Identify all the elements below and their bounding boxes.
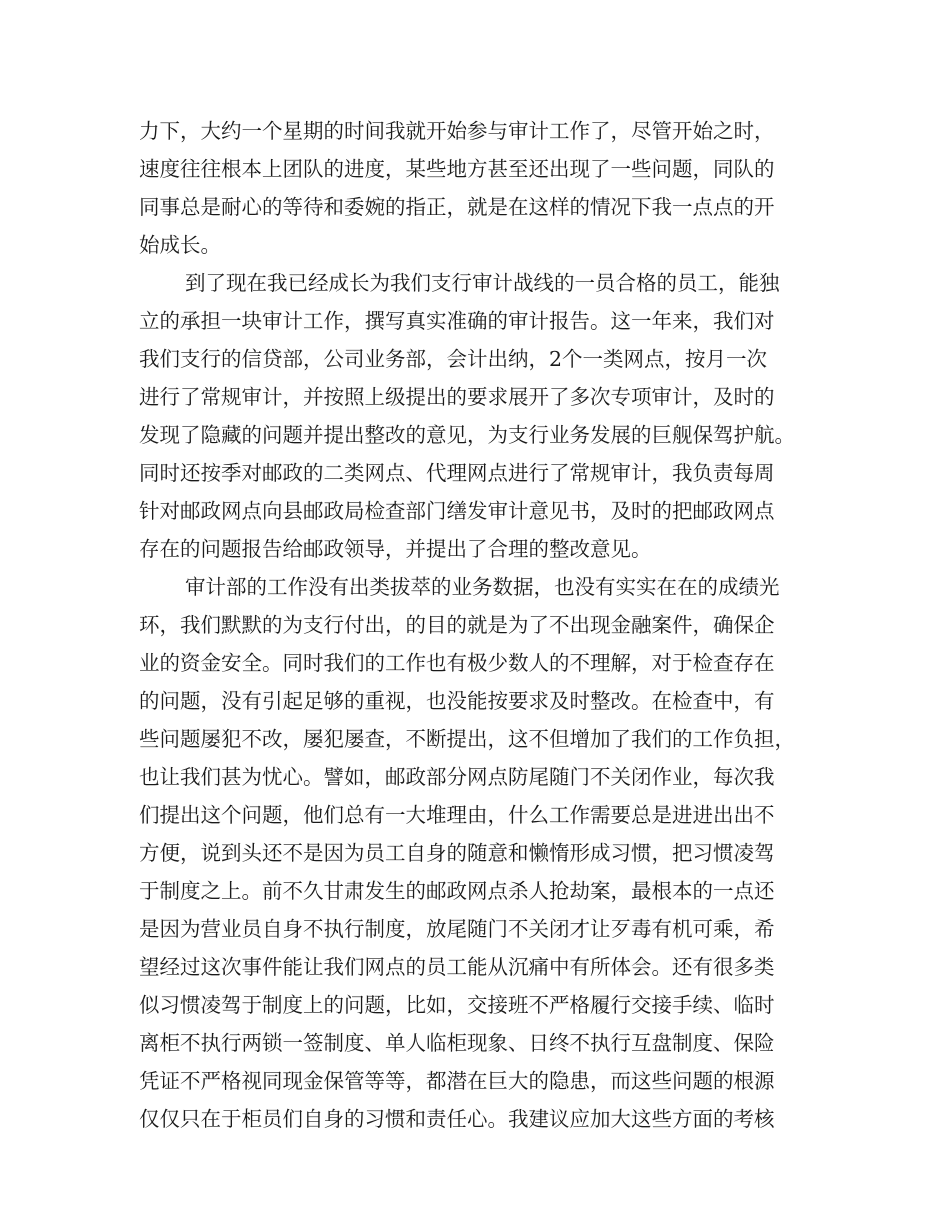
paragraph [139,568,829,1138]
text-line: 针对邮政网点向县邮政局检查部门缮发审计意见书，及时的把邮政网点 [139,499,775,523]
body-text [139,112,829,1138]
text-line: 是因为营业员自身不执行制度，放尾随门不关闭才让歹毒有机可乘，希 [139,917,775,941]
text-line: 力下，大约一个星期的时间我就开始参与审计工作了，尽管开始之时， [139,119,775,143]
text-line: 业的资金安全。同时我们的工作也有极少数人的不理解，对于检查存在 [139,651,775,675]
text-line: 们提出这个问题，他们总有一大堆理由，什么工作需要总是进进出出不 [139,803,775,827]
text-line: 同事总是耐心的等待和委婉的指正，就是在这样的情况下我一点点的开 [139,195,775,219]
text-line: 于制度之上。前不久甘肃发生的邮政网点杀人抢劫案，最根本的一点还 [139,879,775,903]
text-line: 同时还按季对邮政的二类网点、代理网点进行了常规审计，我负责每周 [139,461,775,485]
text-line: 到了现在我已经成长为我们支行审计战线的一员合格的员工，能独 [185,271,780,295]
text-line: 仅仅只在于柜员们自身的习惯和责任心。我建议应加大这些方面的考核 [139,1107,775,1131]
text-line: 环，我们默默的为支行付出，的目的就是为了不出现金融案件，确保企 [139,613,775,637]
text-line: 存在的问题报告给邮政领导，并提出了合理的整改意见。 [139,537,652,561]
text-line: 始成长。 [139,233,221,257]
paragraph [139,112,829,264]
text-line: 审计部的工作没有出类拔萃的业务数据，也没有实实在在的成绩光 [185,575,780,599]
text-line: 的问题，没有引起足够的重视，也没能按要求及时整改。在检查中，有 [139,689,775,713]
text-line: 望经过这次事件能让我们网点的员工能从沉痛中有所体会。还有很多类 [139,955,775,979]
text-line: 立的承担一块审计工作，撰写真实准确的审计报告。这一年来，我们对 [139,309,775,333]
text-line: 进行了常规审计，并按照上级提出的要求展开了多次专项审计，及时的 [139,385,775,409]
text-line: 发现了隐藏的问题并提出整改的意见，为支行业务发展的巨舰保驾护航。 [139,423,795,447]
text-line: 速度往往根本上团队的进度，某些地方甚至还出现了一些问题，同队的 [139,157,775,181]
text-line: 我们支行的信贷部，公司业务部，会计出纳，2个一类网点，按月一次 [139,347,768,371]
text-line: 离柜不执行两锁一签制度、单人临柜现象、日终不执行互盘制度、保险 [139,1031,775,1055]
text-line: 也让我们甚为忧心。譬如，邮政部分网点防尾随门不关闭作业，每次我 [139,765,775,789]
text-line: 凭证不严格视同现金保管等等，都潜在巨大的隐患，而这些问题的根源 [139,1069,775,1093]
text-line: 些问题屡犯不改，屡犯屡查，不断提出，这不但增加了我们的工作负担， [139,727,795,751]
text-line: 似习惯凌驾于制度上的问题，比如，交接班不严格履行交接手续、临时 [139,993,775,1017]
text-line: 方便，说到头还不是因为员工自身的随意和懒惰形成习惯，把习惯凌驾 [139,841,775,865]
paragraph [139,264,829,568]
